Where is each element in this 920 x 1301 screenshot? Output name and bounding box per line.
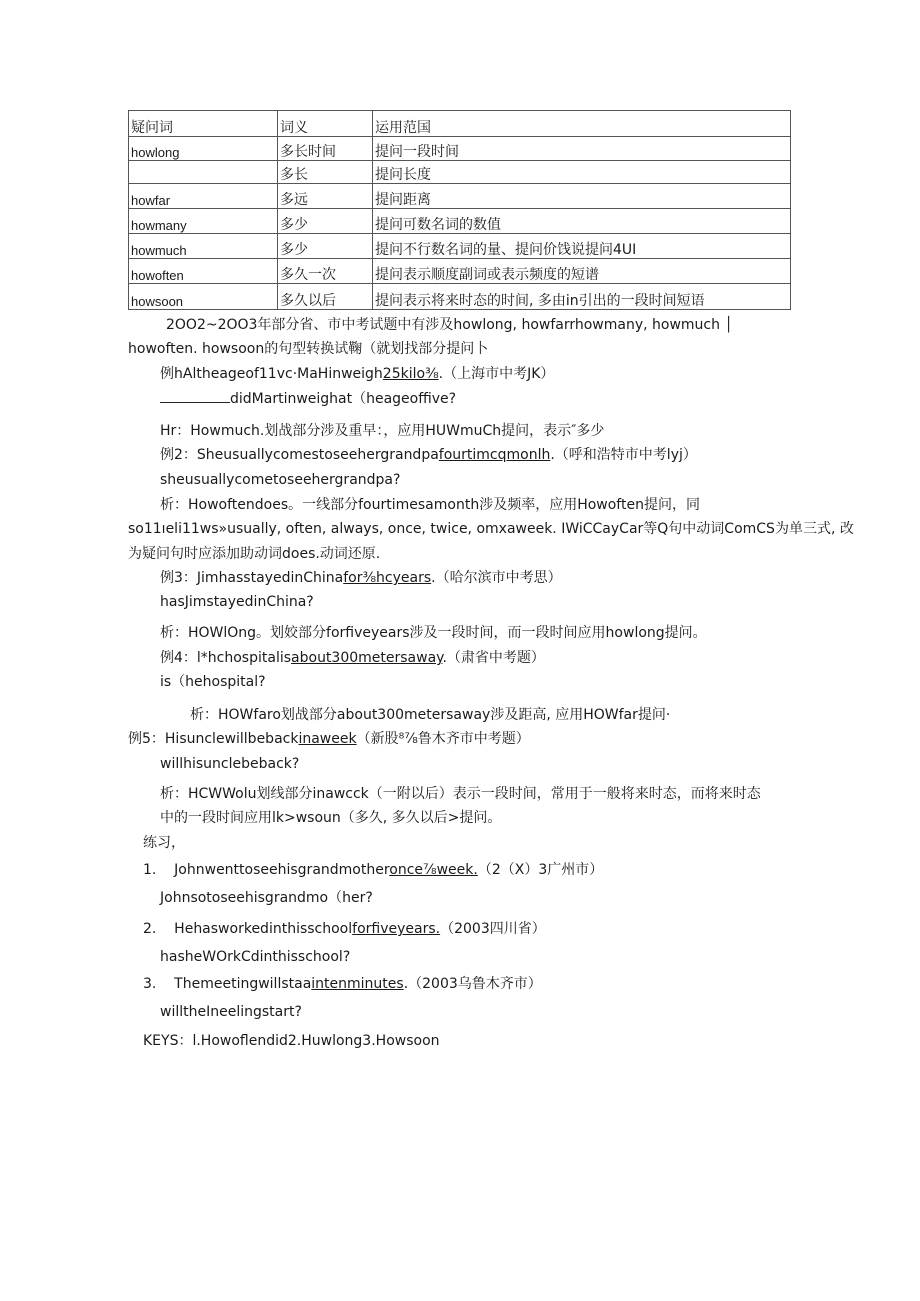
underlined-phrase: once⅞week. bbox=[389, 862, 478, 878]
underlined-phrase: fourtimcqmonlh bbox=[438, 447, 551, 463]
practice-item-1-question: Johnsotoseehisgrandmo（her? bbox=[160, 890, 373, 906]
item-text: Johnwenttoseehisgrandmother bbox=[174, 862, 390, 878]
question-word-table bbox=[128, 110, 791, 310]
table-cell: 多远 bbox=[278, 184, 373, 209]
table-cell: 提问不行数名词的量、提问价饯说提问4UI bbox=[373, 234, 791, 259]
table-row bbox=[129, 284, 791, 310]
table-cell: howfar bbox=[129, 184, 278, 209]
underlined-phrase: forfiveyears. bbox=[352, 921, 441, 937]
table-cell: 提问距离 bbox=[373, 184, 791, 209]
item-number: 3. bbox=[143, 976, 157, 992]
table-header-cell: 运用范国 bbox=[373, 111, 791, 137]
table-cell: 多长时间 bbox=[278, 137, 373, 161]
item-source: （2（X）3广州市） bbox=[477, 862, 604, 878]
item-number: 1. bbox=[143, 862, 157, 878]
example-4 bbox=[160, 649, 545, 667]
example-5 bbox=[128, 730, 530, 748]
table-row bbox=[129, 137, 791, 161]
example-1-question bbox=[160, 389, 456, 408]
example-3-analysis: 析：HOWlOng。划姣部分forfiveyears涉及一段时间，而一段时间应用howlong提问。 bbox=[160, 625, 707, 641]
table-header-cell: 词义 bbox=[278, 111, 373, 137]
item-text: Themeetingwillstaa bbox=[174, 976, 312, 992]
table-cell: 多少 bbox=[278, 209, 373, 234]
practice-item-1 bbox=[143, 861, 603, 879]
example-source: .（上海市中考JK） bbox=[438, 366, 555, 382]
table-cell: howoften bbox=[129, 259, 278, 284]
table-cell: 多长 bbox=[278, 161, 373, 184]
table-cell: 提问可数名词的数值 bbox=[373, 209, 791, 234]
practice-item-2 bbox=[143, 920, 546, 938]
table-cell: 提问表示顺度副词或表示频度的短谱 bbox=[373, 259, 791, 284]
underlined-phrase: inaweek bbox=[298, 731, 357, 747]
table-cell: 多久以后 bbox=[278, 284, 373, 310]
example-text: 例hAltheageof11vc·MaHinweigh bbox=[160, 366, 383, 382]
example-5-question: willhisunclebeback? bbox=[160, 756, 300, 772]
practice-item-3-question: willtheIneelingstart? bbox=[160, 1004, 302, 1020]
example-source: .（肃省中考题） bbox=[442, 650, 545, 666]
underlined-phrase: intenminutes bbox=[311, 976, 404, 992]
item-source: （2003四川省） bbox=[440, 921, 546, 937]
example-text: 例5：Hisunclewillbeback bbox=[128, 731, 299, 747]
table-row bbox=[129, 259, 791, 284]
example-2-question: sheusuallycometoseehergrandpa? bbox=[160, 472, 401, 488]
table-cell: howmany bbox=[129, 209, 278, 234]
intro-line-1: 2OO2~2OO3年部分省、市中考试题中有涉及howlong, howfarrhowmany, howmuch │ bbox=[166, 317, 733, 333]
example-5-analysis-2: 中的一段时间应用lk>wsoun（多久, 多久以后>提问。 bbox=[160, 810, 502, 826]
table-row bbox=[129, 234, 791, 259]
table-row bbox=[129, 209, 791, 234]
example-source: （新股⁸⅞鲁木齐市中考题） bbox=[356, 731, 530, 747]
example-2-analysis-2: so11ıeli11ws»usually, often, always, once, twice, omxaweek. IWiCCayCar等Q句中动词ComCS为单三式, 改 bbox=[128, 521, 854, 537]
example-4-analysis: 析：HOWfaro划战部分about300metersaway涉及距高, 应用HOWfar提问· bbox=[190, 707, 671, 723]
example-2 bbox=[160, 446, 697, 464]
table-cell: howmuch bbox=[129, 234, 278, 259]
table-header-cell: 疑问词 bbox=[129, 111, 278, 137]
table-cell: howlong bbox=[129, 137, 278, 161]
example-source: .（呼和浩特市中考lyj） bbox=[550, 447, 697, 463]
example-4-question: is（hehospital? bbox=[160, 674, 266, 690]
table-cell: howsoon bbox=[129, 284, 278, 310]
example-3-question: hasJimstayedinChina? bbox=[160, 594, 314, 610]
answer-keys: KEYS：l.Howoflendid2.Huwlong3.Howsoon bbox=[143, 1033, 440, 1049]
example-2-analysis-1: 析：Howoftendoes。一线部分fourtimesamonth涉及频率，应用Howoften提问，同 bbox=[160, 497, 700, 513]
example-2-analysis-3: 为疑问句时应添加助动词does.动词还原. bbox=[128, 546, 381, 562]
example-text: 例2：Sheusuallycomestoseehergrandpa bbox=[160, 447, 439, 463]
example-text: 例3：JimhasstayedinChina bbox=[160, 570, 344, 586]
table-cell: 多少 bbox=[278, 234, 373, 259]
item-source: .（2003乌鲁木齐市） bbox=[403, 976, 542, 992]
underlined-phrase: for⅜hcyears bbox=[343, 570, 432, 586]
table-cell: 提问表示将来时态的时间, 多由in引出的一段时间短语 bbox=[373, 284, 791, 310]
answer-blank bbox=[160, 389, 230, 403]
table-cell: 多久一次 bbox=[278, 259, 373, 284]
example-1 bbox=[160, 365, 554, 383]
underlined-phrase: about300metersaway bbox=[291, 650, 443, 666]
example-source: .（哈尔滨市中考思） bbox=[431, 570, 562, 586]
practice-title: 练习， bbox=[143, 835, 185, 851]
practice-item-2-question: hasheWOrkCdinthisschool? bbox=[160, 949, 351, 965]
table-cell: 提问长度 bbox=[373, 161, 791, 184]
example-3 bbox=[160, 569, 562, 587]
table-header-row bbox=[129, 111, 791, 137]
table-cell bbox=[129, 161, 278, 184]
intro-line-2: howoften. howsoon的句型转换试鞠（就划找部分提问卜 bbox=[128, 341, 489, 357]
item-text: Hehasworkedinthisschool bbox=[174, 921, 353, 937]
underlined-phrase: 25kilo⅜ bbox=[382, 366, 439, 382]
example-text: 例4：l*hchospitalis bbox=[160, 650, 292, 666]
table-cell: 提问一段时间 bbox=[373, 137, 791, 161]
example-1-analysis: Hr：Howmuch.划战部分涉及重早：，应用HUWmuCh提问，表示″多少 bbox=[160, 423, 605, 439]
question-text: didMartinweighat（heageoffive? bbox=[230, 391, 457, 407]
example-5-analysis-1: 析：HCWWolu划线部分inawcck（一附以后）表示一段时间，常用于一般将来时态，而将来时态 bbox=[160, 786, 761, 802]
table-row bbox=[129, 184, 791, 209]
practice-item-3 bbox=[143, 975, 542, 993]
table-row bbox=[129, 161, 791, 184]
item-number: 2. bbox=[143, 921, 157, 937]
